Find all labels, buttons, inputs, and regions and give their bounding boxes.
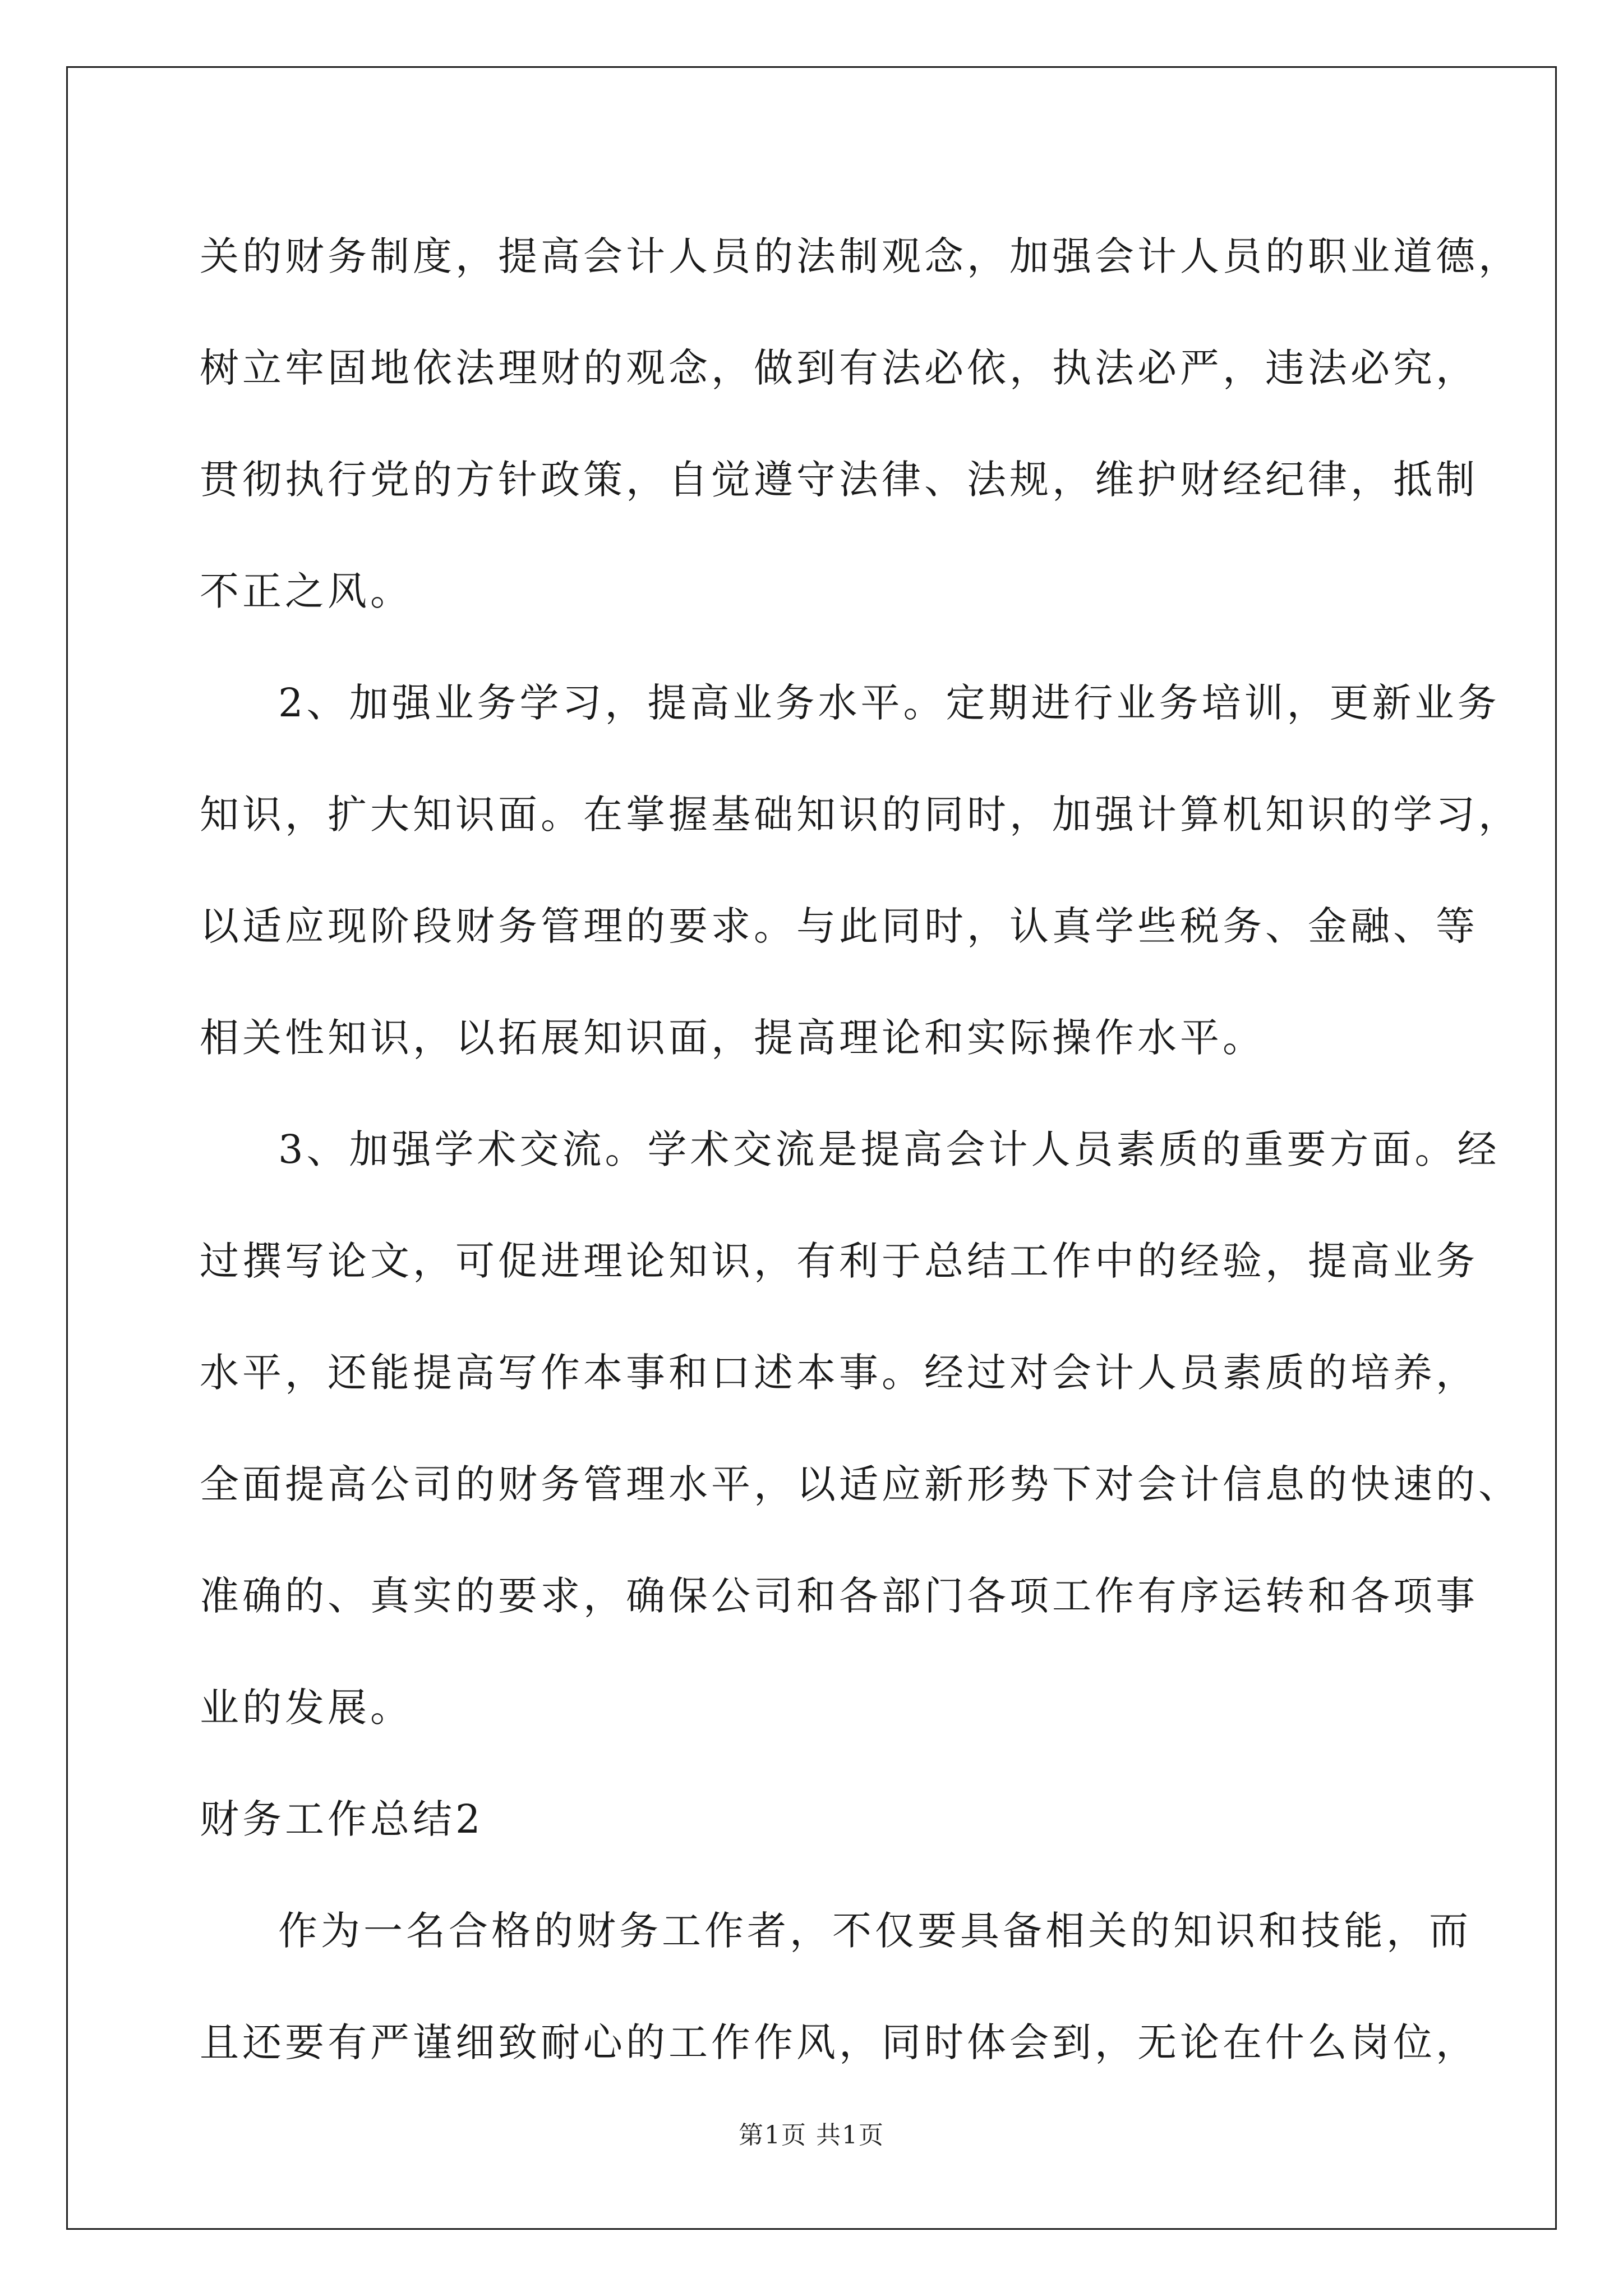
text-line: 关的财务制度，提高会计人员的法制观念，加强会计人员的职业道德， (200, 233, 1521, 279)
text-line: 贯彻执行党的方针政策，自觉遵守法律、法规，维护财经纪律，抵制 (200, 457, 1478, 503)
text-line: 知识，扩大知识面。在掌握基础知识的同时，加强计算机知识的学习， (200, 792, 1521, 838)
page-footer: 第1页 共1页 (739, 2121, 884, 2150)
text-line: 以适应现阶段财务管理的要求。与此同时，认真学些税务、金融、等 (200, 903, 1478, 949)
text-line: 全面提高公司的财务管理水平，以适应新形势下对会计信息的快速的、 (200, 1461, 1521, 1507)
text-line: 准确的、真实的要求，确保公司和各部门各项工作有序运转和各项事 (200, 1573, 1478, 1619)
text-line: 水平，还能提高写作本事和口述本事。经过对会计人员素质的培养， (200, 1350, 1478, 1396)
text-line: 相关性知识，以拓展知识面，提高理论和实际操作水平。 (200, 1015, 1265, 1061)
text-line: 且还要有严谨细致耐心的工作作风，同时体会到，无论在什么岗位， (200, 2019, 1478, 2065)
text-line: 过撰写论文，可促进理论知识，有利于总结工作中的经验，提高业务 (200, 1238, 1478, 1284)
paragraph-start-line: 2、加强业务学习，提高业务水平。定期进行业务培训，更新业务 (278, 680, 1500, 726)
text-line: 不正之风。 (200, 568, 413, 614)
document-body (200, 201, 1521, 2099)
text-line: 业的发展。 (200, 1685, 413, 1731)
section-heading: 财务工作总结2 (200, 1796, 484, 1842)
paragraph-start-line: 3、加强学术交流。学术交流是提高会计人员素质的重要方面。经 (278, 1126, 1500, 1172)
text-line: 树立牢固地依法理财的观念，做到有法必依，执法必严，违法必究， (200, 345, 1478, 391)
paragraph-start-line: 作为一名合格的财务工作者，不仅要具备相关的知识和技能，而 (278, 1908, 1472, 1954)
